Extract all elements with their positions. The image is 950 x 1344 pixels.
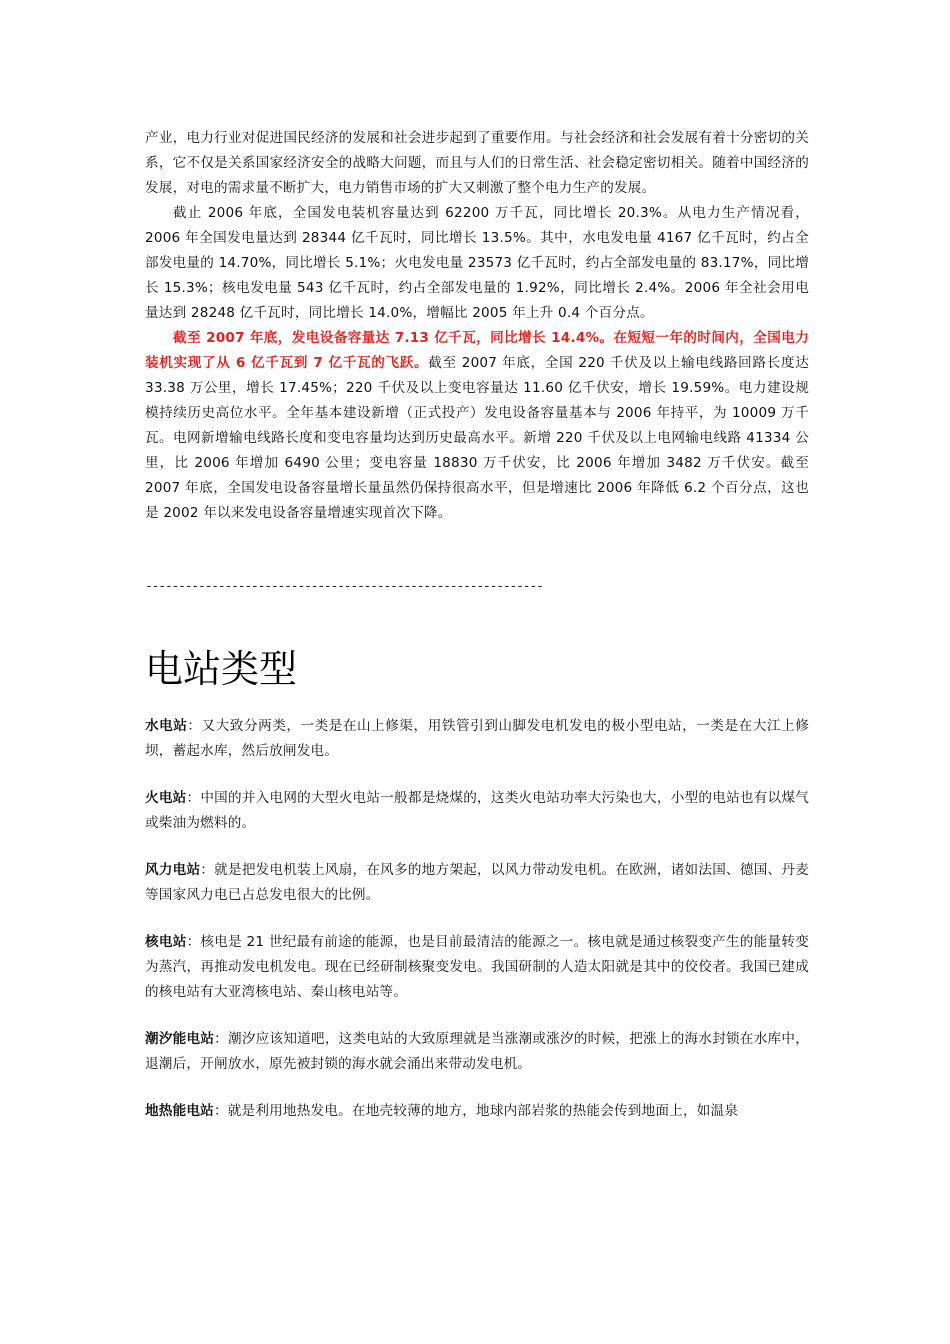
station-nuclear <box>145 930 809 1005</box>
dashed-divider: ------------------------------------------------------------ <box>145 579 543 594</box>
station-name: 地热能电站 <box>145 1103 214 1119</box>
station-name: 火电站 <box>145 790 187 806</box>
section-title: 电站类型 <box>145 647 298 691</box>
station-name: 潮汐能电站 <box>145 1031 215 1047</box>
station-desc: ：就是利用地热发电。在地壳较薄的地方，地球内部岩浆的热能会传到地面上，如温泉 <box>213 1103 739 1119</box>
station-desc: ：就是把发电机装上风扇，在风多的地方架起，以风力带动发电机。在欧洲，诸如法国、德国、丹麦等国家风力电已占总发电很大的比例。 <box>145 862 809 903</box>
intro-paragraph-2: 截止 2006 年底，全国发电装机容量达到 62200 万千瓦，同比增长 20.3%。从电力生产情况看，2006 年全国发电量达到 28344 亿千瓦时，同比增长 13.5%。其中，水电发电量 4167 亿千瓦时，约占全部发电量的 14.70%，同比增长 5.1%；火电发电量 23573 亿千瓦时，约占全部发电量的 83.17%，同比增长 15.3%；核电发电量 543 亿千瓦时，约占全部发电量的 1.92%，同比增长 2.4%。2006 年全社会用电量达到 28248 亿千瓦时，同比增长 14.0%，增幅比 2005 年上升 0.4 个百分点。 <box>145 205 809 321</box>
station-name: 核电站 <box>145 934 187 950</box>
station-desc: ：中国的并入电网的大型火电站一般都是烧煤的，这类火电站功率大污染也大，小型的电站也有以煤气或柴油为燃料的。 <box>145 790 810 831</box>
station-geothermal <box>145 1099 809 1124</box>
station-desc: ：核电是 21 世纪最有前途的能源，也是目前最清洁的能源之一。核电就是通过核裂变产生的能量转变为蒸汽，再推动发电机发电。现在已经研制核聚变发电。我国研制的人造太阳就是其中的佼佼者。我国已建成的核电站有大亚湾核电站、秦山核电站等。 <box>145 934 809 1000</box>
station-tidal <box>145 1027 809 1077</box>
station-name: 水电站 <box>145 718 188 734</box>
station-wind <box>145 858 809 908</box>
station-desc: ：又大致分两类，一类是在山上修渠，用铁管引到山脚发电机发电的极小型电站，一类是在大江上修坝，蓄起水库，然后放闸发电。 <box>145 718 809 759</box>
station-name: 风力电站 <box>145 862 201 878</box>
intro-paragraph-3 <box>145 326 809 526</box>
highlighted-statement: 截至 2007 年底，发电设备容量达 7.13 亿千瓦，同比增长 14.4%。在短短一年的时间内，全国电力装机实现了从 6 亿千瓦到 7 亿千瓦的飞跃。 <box>145 330 809 371</box>
station-desc: ：潮汐应该知道吧，这类电站的大致原理就是当涨潮或涨汐的时候，把涨上的海水封锁在水库中，退潮后，开闸放水，原先被封锁的海水就会涌出来带动发电机。 <box>145 1031 809 1072</box>
document-page <box>145 126 809 1124</box>
intro-paragraph-3-body: 截至 2007 年底，全国 220 千伏及以上输电线路回路长度达 33.38 万公里，增长 17.45%；220 千伏及以上变电容量达 11.60 亿千伏安，增长 19.59%。电力建设规模持续历史高位水平。全年基本建设新增（正式投产）发电设备容量基本与 2006 年持平，为 10009 万千瓦。电网新增输电线路长度和变电容量均达到历史最高水平。新增 220 千伏及以上电网输电线路 41334 公里，比 2006 年增加 6490 公里；变电容量 18830 万千伏安，比 2006 年增加 3482 万千伏安。截至 2007 年底，全国发电设备容量增长量虽然仍保持很高水平，但是增速比 2006 年降低 6.2 个百分点，这也是 2002 年以来发电设备容量增速实现首次下降。 <box>145 355 809 521</box>
intro-paragraph-1: 产业，电力行业对促进国民经济的发展和社会进步起到了重要作用。与社会经济和社会发展有着十分密切的关系，它不仅是关系国家经济安全的战略大问题，而且与人们的日常生活、社会稳定密切相关。随着中国经济的发展，对电的需求量不断扩大，电力销售市场的扩大又刺激了整个电力生产的发展。 <box>145 130 809 196</box>
station-hydro <box>145 714 809 764</box>
station-thermal <box>145 786 809 836</box>
station-list <box>145 714 809 1124</box>
